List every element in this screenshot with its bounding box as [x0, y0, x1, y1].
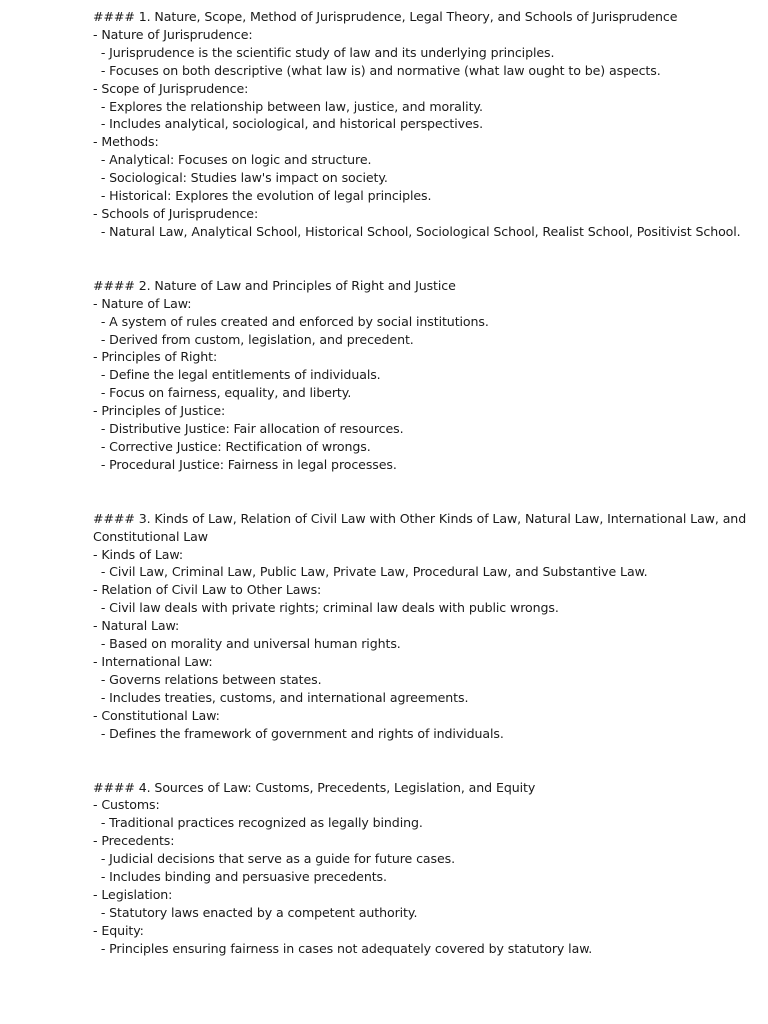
text-line: - Civil law deals with private rights; criminal law deals with public wrongs. — [93, 600, 559, 616]
text-line: - Explores the relationship between law, justice, and morality. — [93, 98, 483, 114]
section-heading: #### 1. Nature, Scope, Method of Jurisprudence, Legal Theory, and Schools of Jurisprudence — [93, 9, 678, 24]
text-line: - Principles ensuring fairness in cases not adequately covered by statutory law. — [93, 940, 593, 956]
text-line: - Analytical: Focuses on logic and structure. — [93, 152, 372, 168]
text-line: - Kinds of Law: — [93, 546, 184, 562]
section-heading: #### 3. Kinds of Law, Relation of Civil Law with Other Kinds of Law, Natural Law, International Law, and Constitutional Law — [93, 510, 750, 544]
text-line: - Corrective Justice: Rectification of wrongs. — [93, 438, 371, 454]
section-heading: #### 4. Sources of Law: Customs, Precedents, Legislation, and Equity — [93, 779, 536, 795]
text-line: - Legislation: — [93, 886, 173, 902]
section-spacer — [93, 241, 753, 277]
text-line: - Constitutional Law: — [93, 707, 220, 723]
document-section — [93, 8, 753, 241]
text-line: - Principles of Justice: — [93, 403, 226, 419]
text-line: - Includes binding and persuasive precedents. — [93, 869, 387, 885]
text-line: - Derived from custom, legislation, and precedent. — [93, 331, 414, 347]
text-line: - Jurisprudence is the scientific study of law and its underlying principles. — [93, 44, 555, 60]
text-line: - Distributive Justice: Fair allocation of resources. — [93, 421, 404, 437]
text-line: - Customs: — [93, 797, 160, 813]
text-line: - Judicial decisions that serve as a guide for future cases. — [93, 851, 455, 867]
text-line: - Schools of Jurisprudence: — [93, 205, 259, 221]
text-line: - Traditional practices recognized as legally binding. — [93, 815, 423, 831]
text-line: - International Law: — [93, 654, 213, 669]
document-section — [93, 277, 753, 474]
text-line: - Principles of Right: — [93, 349, 218, 365]
text-line: - Based on morality and universal human rights. — [93, 636, 401, 652]
text-line: - Statutory laws enacted by a competent authority. — [93, 904, 418, 920]
text-line: - Natural Law: — [93, 618, 180, 634]
text-line: - Scope of Jurisprudence: — [93, 80, 249, 96]
text-line: - Historical: Explores the evolution of legal principles. — [93, 188, 432, 204]
section-spacer — [93, 474, 753, 510]
text-line: - Relation of Civil Law to Other Laws: — [93, 582, 322, 598]
text-line: - Includes analytical, sociological, and historical perspectives. — [93, 116, 484, 132]
text-line: - A system of rules created and enforced by social institutions. — [93, 313, 489, 329]
text-line: - Procedural Justice: Fairness in legal processes. — [93, 456, 397, 472]
text-line: - Nature of Law: — [93, 295, 192, 311]
text-line: - Equity: — [93, 922, 144, 938]
document-section — [93, 510, 753, 743]
text-line: - Sociological: Studies law's impact on society. — [93, 170, 388, 186]
text-line: - Focus on fairness, equality, and liberty. — [93, 385, 352, 401]
text-line: - Focuses on both descriptive (what law is) and normative (what law ought to be) aspects. — [93, 62, 661, 78]
section-spacer — [93, 743, 753, 779]
document-section — [93, 779, 753, 958]
text-line: - Define the legal entitlements of individuals. — [93, 367, 381, 383]
text-line: - Methods: — [93, 134, 159, 150]
text-line: - Governs relations between states. — [93, 671, 322, 687]
text-line: - Civil Law, Criminal Law, Public Law, Private Law, Procedural Law, and Substantive Law. — [93, 564, 648, 580]
text-line: - Defines the framework of government and rights of individuals. — [93, 725, 504, 741]
section-heading: #### 2. Nature of Law and Principles of Right and Justice — [93, 277, 456, 293]
text-line: - Natural Law, Analytical School, Historical School, Sociological School, Realist School, Positivist School. — [93, 223, 741, 239]
text-line: - Nature of Jurisprudence: — [93, 26, 253, 42]
text-line: - Precedents: — [93, 833, 175, 849]
document-body — [93, 8, 753, 958]
text-line: - Includes treaties, customs, and international agreements. — [93, 689, 469, 705]
